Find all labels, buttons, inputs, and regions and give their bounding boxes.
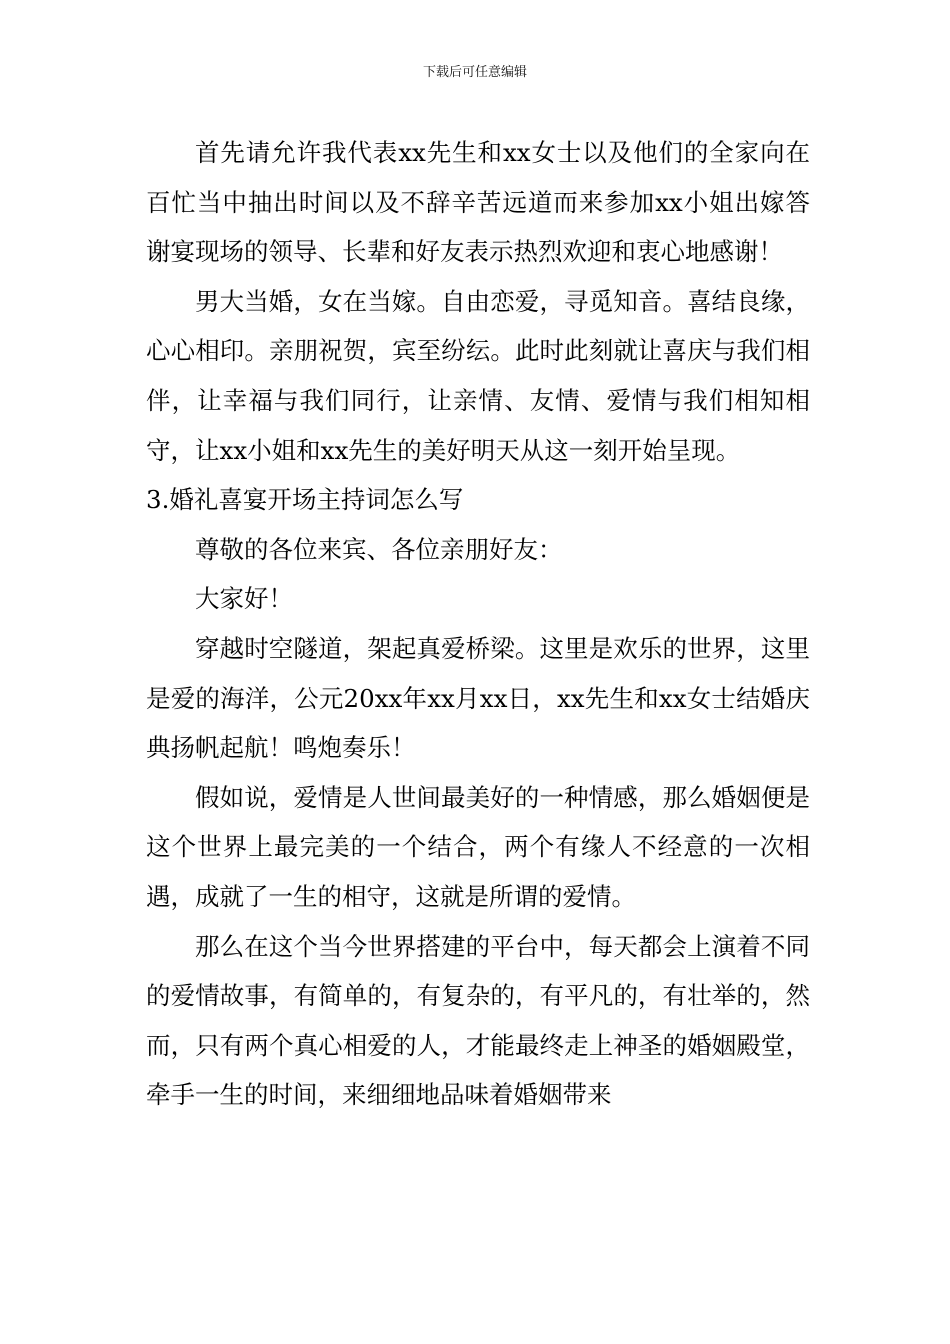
- paragraph-marriage: 男大当婚，女在当嫁。自由恋爱，寻觅知音。喜结良缘，心心相印。亲朋祝贺，宾至纷纭。此时此刻就让喜庆与我们相伴，让幸福与我们同行，让亲情、友情、爱情与我们相知相守，让xx小姐和xx先生的美好明天从这一刻开始呈现。: [146, 286, 810, 465]
- section-heading: 3.婚礼喜宴开场主持词怎么写: [146, 485, 464, 515]
- paragraph-ceremony: 穿越时空隧道，架起真爱桥梁。这里是欢乐的世界，这里是爱的海洋，公元20xx年xx月xx日，xx先生和xx女士结婚庆典扬帆起航！鸣炮奏乐！: [146, 633, 810, 763]
- paragraph-greeting: 大家好！: [195, 584, 293, 614]
- document-body: [146, 128, 810, 1120]
- paragraph-salutation: 尊敬的各位来宾、各位亲朋好友：: [195, 534, 563, 564]
- paragraph-platform: 那么在这个当今世界搭建的平台中，每天都会上演着不同的爱情故事，有简单的，有复杂的，有平凡的，有壮举的，然而，只有两个真心相爱的人，才能最终走上神圣的婚姻殿堂，牵手一生的时间，来细细地品味着婚姻带来: [146, 931, 810, 1110]
- page-header-note: 下载后可任意编辑: [422, 65, 527, 80]
- paragraph-love: 假如说，爱情是人世间最美好的一种情感，那么婚姻便是这个世界上最完美的一个结合，两个有缘人不经意的一次相遇，成就了一生的相守，这就是所谓的爱情。: [146, 782, 810, 911]
- paragraph-thanks: 首先请允许我代表xx先生和xx女士以及他们的全家向在百忙当中抽出时间以及不辞辛苦远道而来参加xx小姐出嫁答谢宴现场的领导、长辈和好友表示热烈欢迎和衷心地感谢！: [146, 138, 810, 267]
